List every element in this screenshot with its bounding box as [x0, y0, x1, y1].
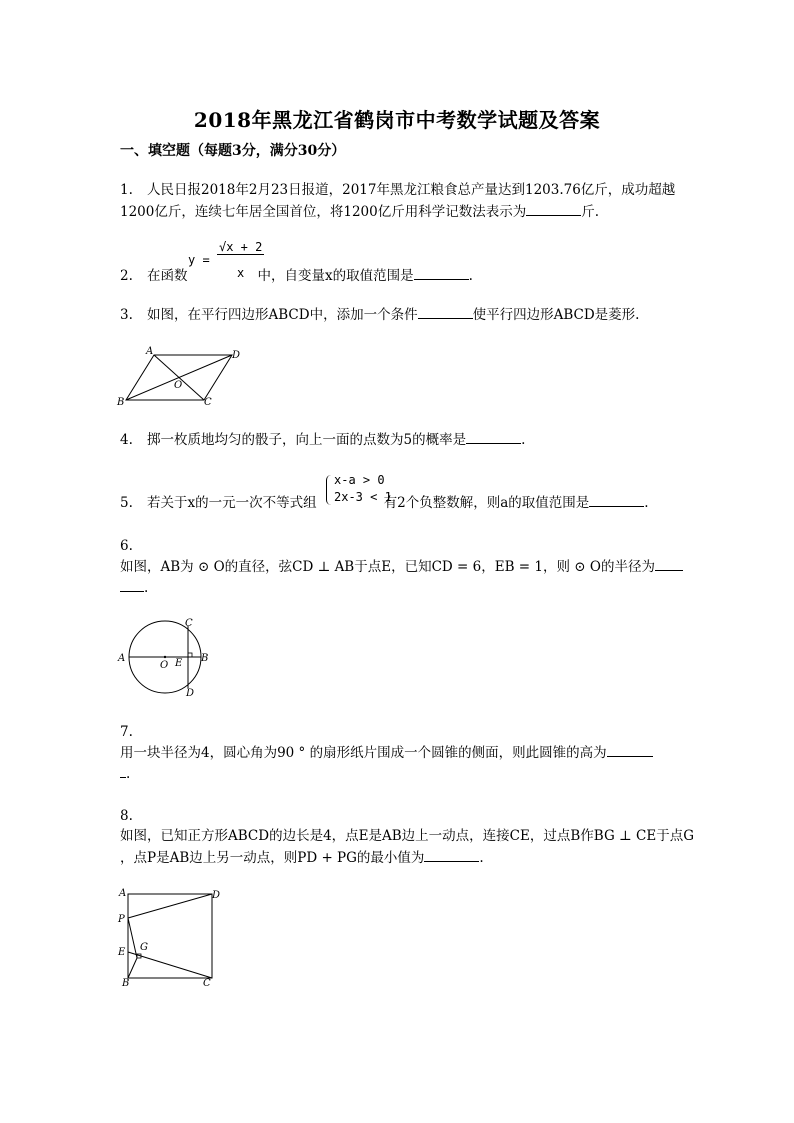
q3-answer-blank[interactable]	[418, 304, 473, 319]
q2-y-label: y =	[188, 253, 210, 267]
q5-pre: 若关于x的一元一次不等式组	[147, 495, 317, 511]
q6-label-o: O	[160, 660, 169, 671]
q7-line2	[120, 763, 130, 784]
q8-text-1: 如图，已知正方形ABCD的边长是4，点E是AB边上一动点，连接CE，过点B作BG ⊥ CE于点G	[120, 828, 694, 844]
q5-end: .	[644, 495, 649, 511]
q3-number: 3.	[120, 307, 133, 323]
q8-label-p: P	[118, 914, 125, 925]
q5-post: 有2个负整数解，则a的取值范围是	[383, 495, 590, 511]
q8-label-d: D	[212, 890, 221, 901]
q5-ineq2: 2x-3 < 1	[334, 490, 392, 504]
q8-label-b: B	[122, 978, 130, 988]
q5-answer-blank[interactable]	[589, 492, 644, 507]
q2-post: 中，自变量x的取值范围是	[257, 268, 414, 284]
q8-label-e: E	[118, 947, 126, 958]
q8-number-line	[120, 806, 133, 826]
q6-number: 6.	[120, 538, 133, 554]
q6-label-e: E	[175, 658, 183, 669]
q7-end: .	[126, 766, 131, 782]
q8-line2	[120, 847, 484, 868]
q5-line	[120, 492, 649, 513]
q2-line	[120, 265, 473, 286]
q1-end: 斤.	[581, 204, 600, 220]
q6-label-c: C	[185, 618, 193, 629]
q1-line1	[120, 180, 675, 200]
q2-number: 2.	[120, 268, 133, 284]
page-title: 2018年黑龙江省鹤岗市中考数学试题及答案	[193, 108, 601, 132]
q8-text-2: ，点P是AB边上另一动点，则PD + PG的最小值为	[120, 850, 425, 866]
q7-answer-blank-a[interactable]	[607, 742, 653, 757]
q6-line2	[120, 577, 148, 598]
q3-label-c: C	[204, 397, 212, 408]
section-heading: 一、填空题（每题3分，满分30分）	[120, 143, 346, 159]
q6-end: .	[144, 580, 149, 596]
q3-label-o: O	[174, 380, 183, 391]
q6-answer-blank-a[interactable]	[655, 556, 683, 571]
q1-text-2: 1200亿斤，连续七年居全国首位，将1200亿斤用科学记数法表示为	[120, 204, 527, 220]
q6-number-line	[120, 536, 133, 556]
q7-line1	[120, 742, 653, 763]
q3-text: 如图，在平行四边形ABCD中，添加一个条件	[147, 307, 418, 323]
q3-parallelogram-figure	[112, 343, 252, 409]
q4-end: .	[521, 432, 526, 448]
q1-answer-blank[interactable]	[526, 201, 581, 216]
q2-numerator: √x + 2	[219, 240, 263, 254]
q2-end: .	[468, 268, 473, 284]
q4-answer-blank[interactable]	[466, 429, 521, 444]
q2-pre: 在函数	[147, 268, 188, 284]
q6-label-b: B	[201, 653, 209, 664]
q8-number: 8.	[120, 808, 133, 824]
q3-label-d: D	[232, 350, 241, 361]
q7-number-line	[120, 722, 133, 742]
q3-label-b: B	[117, 397, 125, 408]
q3-post: 使平行四边形ABCD是菱形.	[472, 307, 640, 323]
q6-label-a: A	[118, 653, 126, 664]
q1-line2	[120, 201, 599, 222]
q6-answer-blank-b[interactable]	[120, 577, 144, 592]
q8-end: .	[479, 850, 484, 866]
q6-circle-figure	[112, 614, 222, 698]
q8-square-figure	[112, 884, 227, 988]
q8-label-c: C	[203, 978, 211, 988]
q4-number: 4.	[120, 432, 133, 448]
q3-label-a: A	[146, 346, 154, 357]
q1-text-1: 人民日报2018年2月23日报道，2017年黑龙江粮食总产量达到1203.76亿斤，成功超越	[147, 182, 676, 198]
q7-text: 用一块半径为4，圆心角为90 ° 的扇形纸片围成一个圆锥的侧面，则此圆锥的高为	[120, 745, 607, 761]
q7-number: 7.	[120, 724, 133, 740]
q1-number: 1.	[120, 182, 133, 198]
q6-label-d: D	[186, 688, 195, 698]
q5-number: 5.	[120, 495, 133, 511]
q4-text: 掷一枚质地均匀的骰子，向上一面的点数为5的概率是	[147, 432, 467, 448]
q8-line1	[120, 826, 694, 846]
q8-label-g: G	[140, 942, 148, 953]
q5-ineq1: x-a > 0	[334, 473, 385, 487]
q2-answer-blank[interactable]	[414, 265, 469, 280]
q8-label-a: A	[119, 888, 127, 899]
q3-line	[120, 304, 639, 325]
q6-text: 如图，AB为 ⊙ O的直径，弦CD ⊥ AB于点E，已知CD = 6，EB = 1，则 ⊙ O的半径为	[120, 559, 655, 575]
q8-answer-blank[interactable]	[424, 847, 479, 862]
q4-line	[120, 429, 525, 450]
q6-line1	[120, 556, 683, 577]
q2-denominator: x	[237, 266, 245, 280]
